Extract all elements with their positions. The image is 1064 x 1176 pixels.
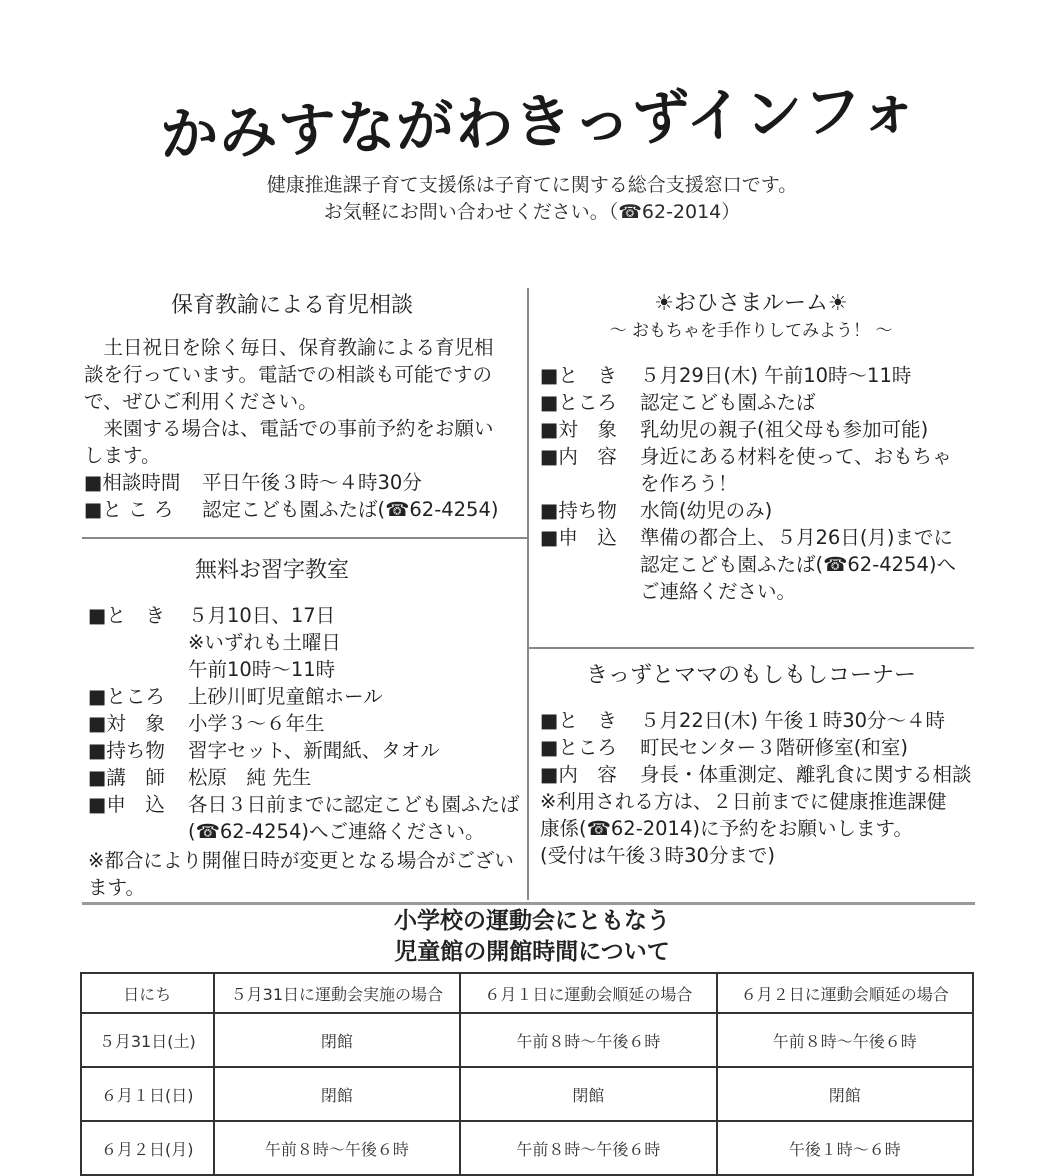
item-label: ■相談時間 xyxy=(84,471,181,494)
item-value: 身近にある材料を使って、おもちゃ xyxy=(640,445,952,468)
table-row xyxy=(81,1013,973,1067)
item-value: 準備の都合上、５月26日(月)までに xyxy=(640,526,954,549)
item-value: 認定こども園ふたば(☎62-4254)へ xyxy=(640,553,956,576)
item-label: ■申 込 xyxy=(88,793,165,816)
item-value: 小学３～６年生 xyxy=(188,712,325,735)
header-cell: 日にち xyxy=(81,973,214,1013)
ohisama-item xyxy=(540,362,974,389)
item-value: 習字セット、新聞紙、タオル xyxy=(188,739,440,762)
header-cell: ６月２日に運動会順延の場合 xyxy=(717,973,973,1013)
calligraphy-item xyxy=(88,602,524,683)
calligraphy-item xyxy=(88,683,524,710)
item-value: 乳幼児の親子(祖父母も参加可能) xyxy=(640,418,929,441)
counseling-line: 談を行っています。電話での相談も可能ですの xyxy=(84,363,492,386)
item-value: 平日午後３時～４時30分 xyxy=(202,471,422,494)
item-label: ■対 象 xyxy=(88,712,165,735)
ohisama-item xyxy=(540,389,974,416)
left-section-divider xyxy=(82,537,528,539)
calligraphy-item xyxy=(88,764,524,791)
item-value: 上砂川町児童館ホール xyxy=(188,685,383,708)
item-label: ■と き xyxy=(540,709,617,732)
counseling-line: します。 xyxy=(84,444,161,467)
item-label: ■講 師 xyxy=(88,766,165,789)
table-cell: 閉館 xyxy=(214,1013,461,1067)
ohisama-item xyxy=(540,524,974,605)
schedule-title-2: 児童館の開館時間について xyxy=(394,939,670,965)
item-label: ■対 象 xyxy=(540,418,617,441)
table-cell: ６月２日(月) xyxy=(81,1121,214,1175)
ohisama-item xyxy=(540,443,974,497)
moshimoshi-item xyxy=(540,734,974,761)
table-header-row xyxy=(81,973,973,1013)
item-value: 各日３日前までに認定こども園ふたば xyxy=(188,793,520,816)
ohisama-title: ☀おひさまルーム☀ xyxy=(654,291,848,316)
item-value: ※いずれも土曜日 xyxy=(188,631,341,654)
item-label: ■と き xyxy=(540,364,617,387)
calligraphy-item xyxy=(88,737,524,764)
item-value: 松原 純 先生 xyxy=(188,766,312,789)
moshimoshi-title: きっずとママのもしもしコーナー xyxy=(585,663,916,688)
counseling-body xyxy=(84,334,524,523)
calligraphy-note xyxy=(88,847,528,901)
item-value: 午前10時～11時 xyxy=(188,658,336,681)
table-cell: 閉館 xyxy=(214,1067,461,1121)
bottom-divider xyxy=(82,902,975,905)
ohisama-item xyxy=(540,416,974,443)
item-label: ■持ち物 xyxy=(88,739,165,762)
table-cell: ５月31日(土) xyxy=(81,1013,214,1067)
moshimoshi-item xyxy=(540,707,974,734)
item-label: ■ところ xyxy=(88,685,165,708)
calligraphy-item xyxy=(88,710,524,737)
item-value: (☎62-4254)へご連絡ください。 xyxy=(188,820,485,843)
counseling-line: 来園する場合は、電話での事前予約をお願い xyxy=(84,417,494,440)
column-divider xyxy=(527,288,529,900)
right-section-divider xyxy=(528,647,974,649)
item-value: ５月29日(木) 午前10時～11時 xyxy=(640,364,912,387)
counseling-hours xyxy=(84,469,524,496)
item-value: 認定こども園ふたば xyxy=(640,391,816,414)
table-cell: 午前８時～午後６時 xyxy=(214,1121,461,1175)
item-label: ■内 容 xyxy=(540,445,617,468)
header-subtitle-1: 健康推進課子育て支援係は子育てに関する総合支援窓口です。 xyxy=(266,174,798,196)
item-value: 認定こども園ふたば(☎62-4254) xyxy=(202,498,499,521)
schedule-table xyxy=(80,972,974,1176)
schedule-title-1: 小学校の運動会にともなう xyxy=(394,908,670,934)
calligraphy-body xyxy=(88,602,524,845)
table-cell: 午後１時～６時 xyxy=(717,1121,973,1175)
table-row xyxy=(81,1121,973,1175)
item-value: ５月10日、17日 xyxy=(188,604,336,627)
counseling-line: 土日祝日を除く毎日、保育教諭による育児相 xyxy=(84,336,494,359)
item-label: ■申 込 xyxy=(540,526,617,549)
counseling-title: 保育教諭による育児相談 xyxy=(170,293,413,318)
item-value: 身長・体重測定、離乳食に関する相談 xyxy=(640,763,972,786)
note-line: ます。 xyxy=(88,876,145,899)
table-cell: ６月１日(日) xyxy=(81,1067,214,1121)
header-cell: ５月31日に運動会実施の場合 xyxy=(214,973,461,1013)
item-value: 水筒(幼児のみ) xyxy=(640,499,773,522)
table-row xyxy=(81,1067,973,1121)
item-label: ■と こ ろ xyxy=(84,498,174,521)
counseling-line: で、ぜひご利用ください。 xyxy=(84,390,318,413)
moshimoshi-item xyxy=(540,761,974,788)
note-line: ※都合により開催日時が変更となる場合がござい xyxy=(88,849,514,872)
moshimoshi-body xyxy=(540,707,974,869)
table-cell: 閉館 xyxy=(460,1067,716,1121)
counseling-place xyxy=(84,496,524,523)
table-cell: 午前８時～午後６時 xyxy=(460,1013,716,1067)
item-label: ■内 容 xyxy=(540,763,617,786)
item-label: ■と き xyxy=(88,604,165,627)
item-label: ■ところ xyxy=(540,736,617,759)
item-value: ５月22日(木) 午後１時30分～４時 xyxy=(640,709,946,732)
ohisama-subtitle: ～ おもちゃを手作りしてみよう！ ～ xyxy=(609,321,893,341)
note-line: 康係(☎62-2014)に予約をお願いします。 xyxy=(540,817,913,840)
header-cell: ６月１日に運動会順延の場合 xyxy=(460,973,716,1013)
item-value: を作ろう！ xyxy=(640,472,738,495)
item-value: ご連絡ください。 xyxy=(640,580,797,603)
calligraphy-item xyxy=(88,791,524,845)
table-cell: 午前８時～午後６時 xyxy=(460,1121,716,1175)
calligraphy-title: 無料お習字教室 xyxy=(194,558,349,583)
table-cell: 閉館 xyxy=(717,1067,973,1121)
item-value: 町民センター３階研修室(和室) xyxy=(640,736,908,759)
table-cell: 午前８時～午後６時 xyxy=(717,1013,973,1067)
ohisama-body xyxy=(540,362,974,605)
note-line: ※利用される方は、２日前までに健康推進課健 xyxy=(540,790,947,813)
note-line: (受付は午後３時30分まで) xyxy=(540,844,776,867)
header-subtitle-2: お気軽にお問い合わせください。（☎62-2014） xyxy=(323,201,741,223)
ohisama-item xyxy=(540,497,974,524)
item-label: ■ところ xyxy=(540,391,617,414)
item-label: ■持ち物 xyxy=(540,499,617,522)
page-title: かみすながわきっずインフォ xyxy=(158,74,920,169)
